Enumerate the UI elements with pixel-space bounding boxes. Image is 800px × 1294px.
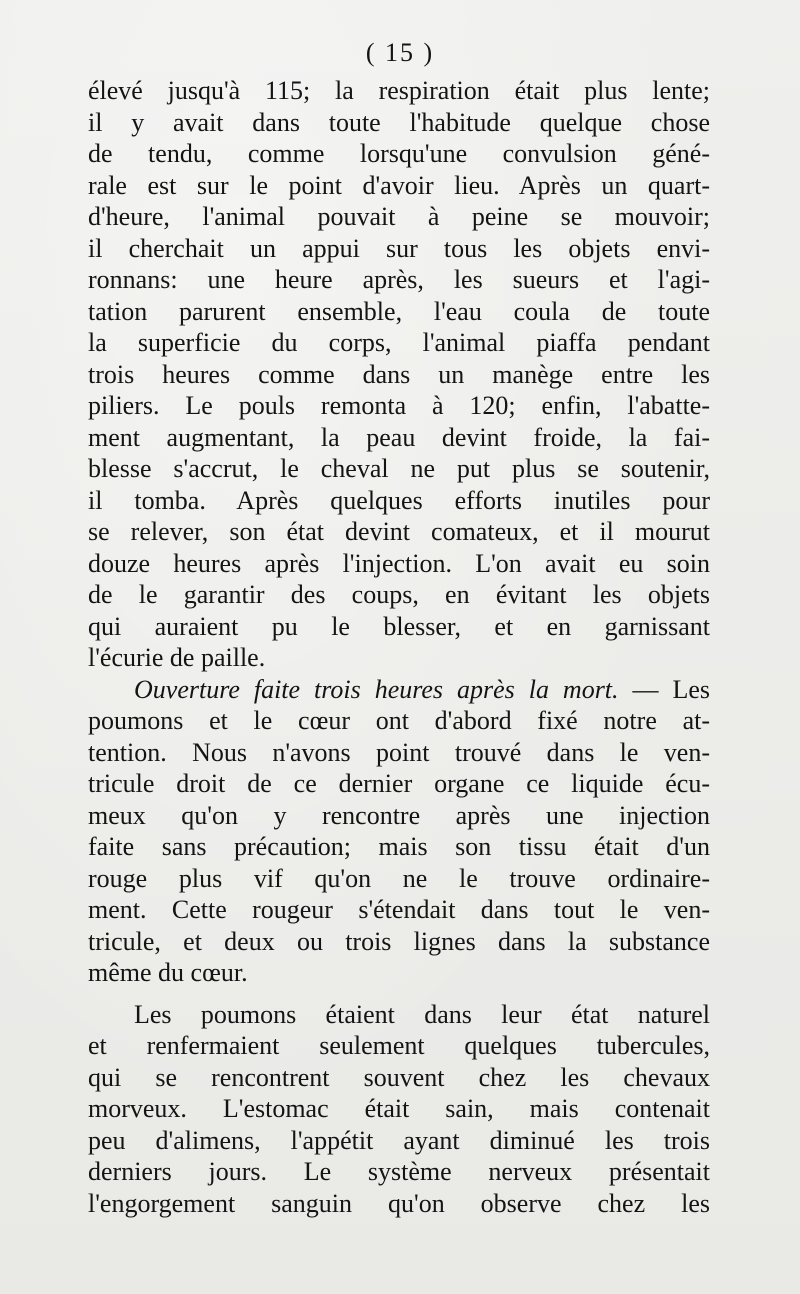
- text-line: douze heures après l'injection. L'on avait eu soin: [88, 548, 710, 578]
- text-line: la superficie du corps, l'animal piaffa pendant: [88, 328, 710, 357]
- text-line: poumons et le cœur ont d'abord fixé notre at-: [88, 706, 710, 735]
- text-line: Les poumons étaient dans leur état naturel: [134, 999, 710, 1029]
- text-line: ment augmentant, la peau devint froide, la fai-: [88, 422, 710, 452]
- text-line: qui auraient pu le blesser, et en garnissant: [88, 611, 710, 641]
- text-line: tricule, et deux ou trois lignes dans la substance: [88, 926, 710, 956]
- text-line: rale est sur le point d'avoir lieu. Après un quart-: [88, 170, 710, 200]
- text-line: même du cœur.: [88, 958, 248, 987]
- paragraph-3: [88, 999, 710, 1220]
- text-line: de le garantir des coups, en évitant les objets: [88, 580, 710, 609]
- text-line: faite sans précaution; mais son tissu était d'un: [88, 832, 710, 861]
- text-line: blesse s'accrut, le cheval ne put plus se soutenir,: [88, 454, 710, 483]
- text-line: meux qu'on y rencontre après une injection: [88, 800, 710, 830]
- paragraph-gap: [88, 989, 710, 999]
- text-line: l'engorgement sanguin qu'on observe chez les: [88, 1188, 710, 1218]
- text-line: peu d'alimens, l'appétit ayant diminué les trois: [88, 1125, 710, 1155]
- text-line: élevé jusqu'à 115; la respiration était plus lente;: [88, 76, 710, 105]
- text-line: se relever, son état devint comateux, et il mourut: [88, 517, 710, 546]
- text-line: d'heure, l'animal pouvait à peine se mouvoir;: [88, 202, 710, 231]
- text-line: tation parurent ensemble, l'eau coula de toute: [88, 296, 710, 326]
- text-line-lead: [88, 674, 710, 706]
- paragraph-2: [88, 674, 710, 989]
- page-number: ( 15 ): [365, 38, 435, 67]
- text-line: de tendu, comme lorsqu'une convulsion géné-: [88, 139, 710, 168]
- text-line: il y avait dans toute l'habitude quelque chose: [88, 107, 710, 137]
- text-line: tention. Nous n'avons point trouvé dans le ven-: [88, 737, 710, 767]
- body-text: [88, 75, 710, 1219]
- text-line: morveux. L'estomac était sain, mais contenait: [88, 1094, 710, 1123]
- paragraph-1: [88, 75, 710, 674]
- text-line: qui se rencontrent souvent chez les chevaux: [88, 1062, 710, 1092]
- text-line: ment. Cette rougeur s'étendait dans tout le ven-: [88, 895, 710, 924]
- text-line: ronnans: une heure après, les sueurs et l'agi-: [88, 265, 710, 294]
- text-line: tricule droit de ce dernier organe ce liquide écu-: [88, 769, 710, 798]
- text-line: trois heures comme dans un manège entre les: [88, 359, 710, 389]
- lead-rest: — Les: [618, 674, 710, 704]
- text-line: il tomba. Après quelques efforts inutiles pour: [88, 485, 710, 515]
- text-line: derniers jours. Le système nerveux présentait: [88, 1157, 710, 1186]
- text-line: et renfermaient seulement quelques tubercules,: [88, 1031, 710, 1060]
- text-line: l'écurie de paille.: [88, 643, 266, 672]
- section-heading-italic: Ouverture faite trois heures après la mort.: [134, 674, 619, 704]
- text-line: rouge plus vif qu'on ne le trouve ordinaire-: [88, 863, 710, 893]
- text-line: il cherchait un appui sur tous les objets envi-: [88, 233, 710, 263]
- text-line: piliers. Le pouls remonta à 120; enfin, l'abatte-: [88, 391, 710, 420]
